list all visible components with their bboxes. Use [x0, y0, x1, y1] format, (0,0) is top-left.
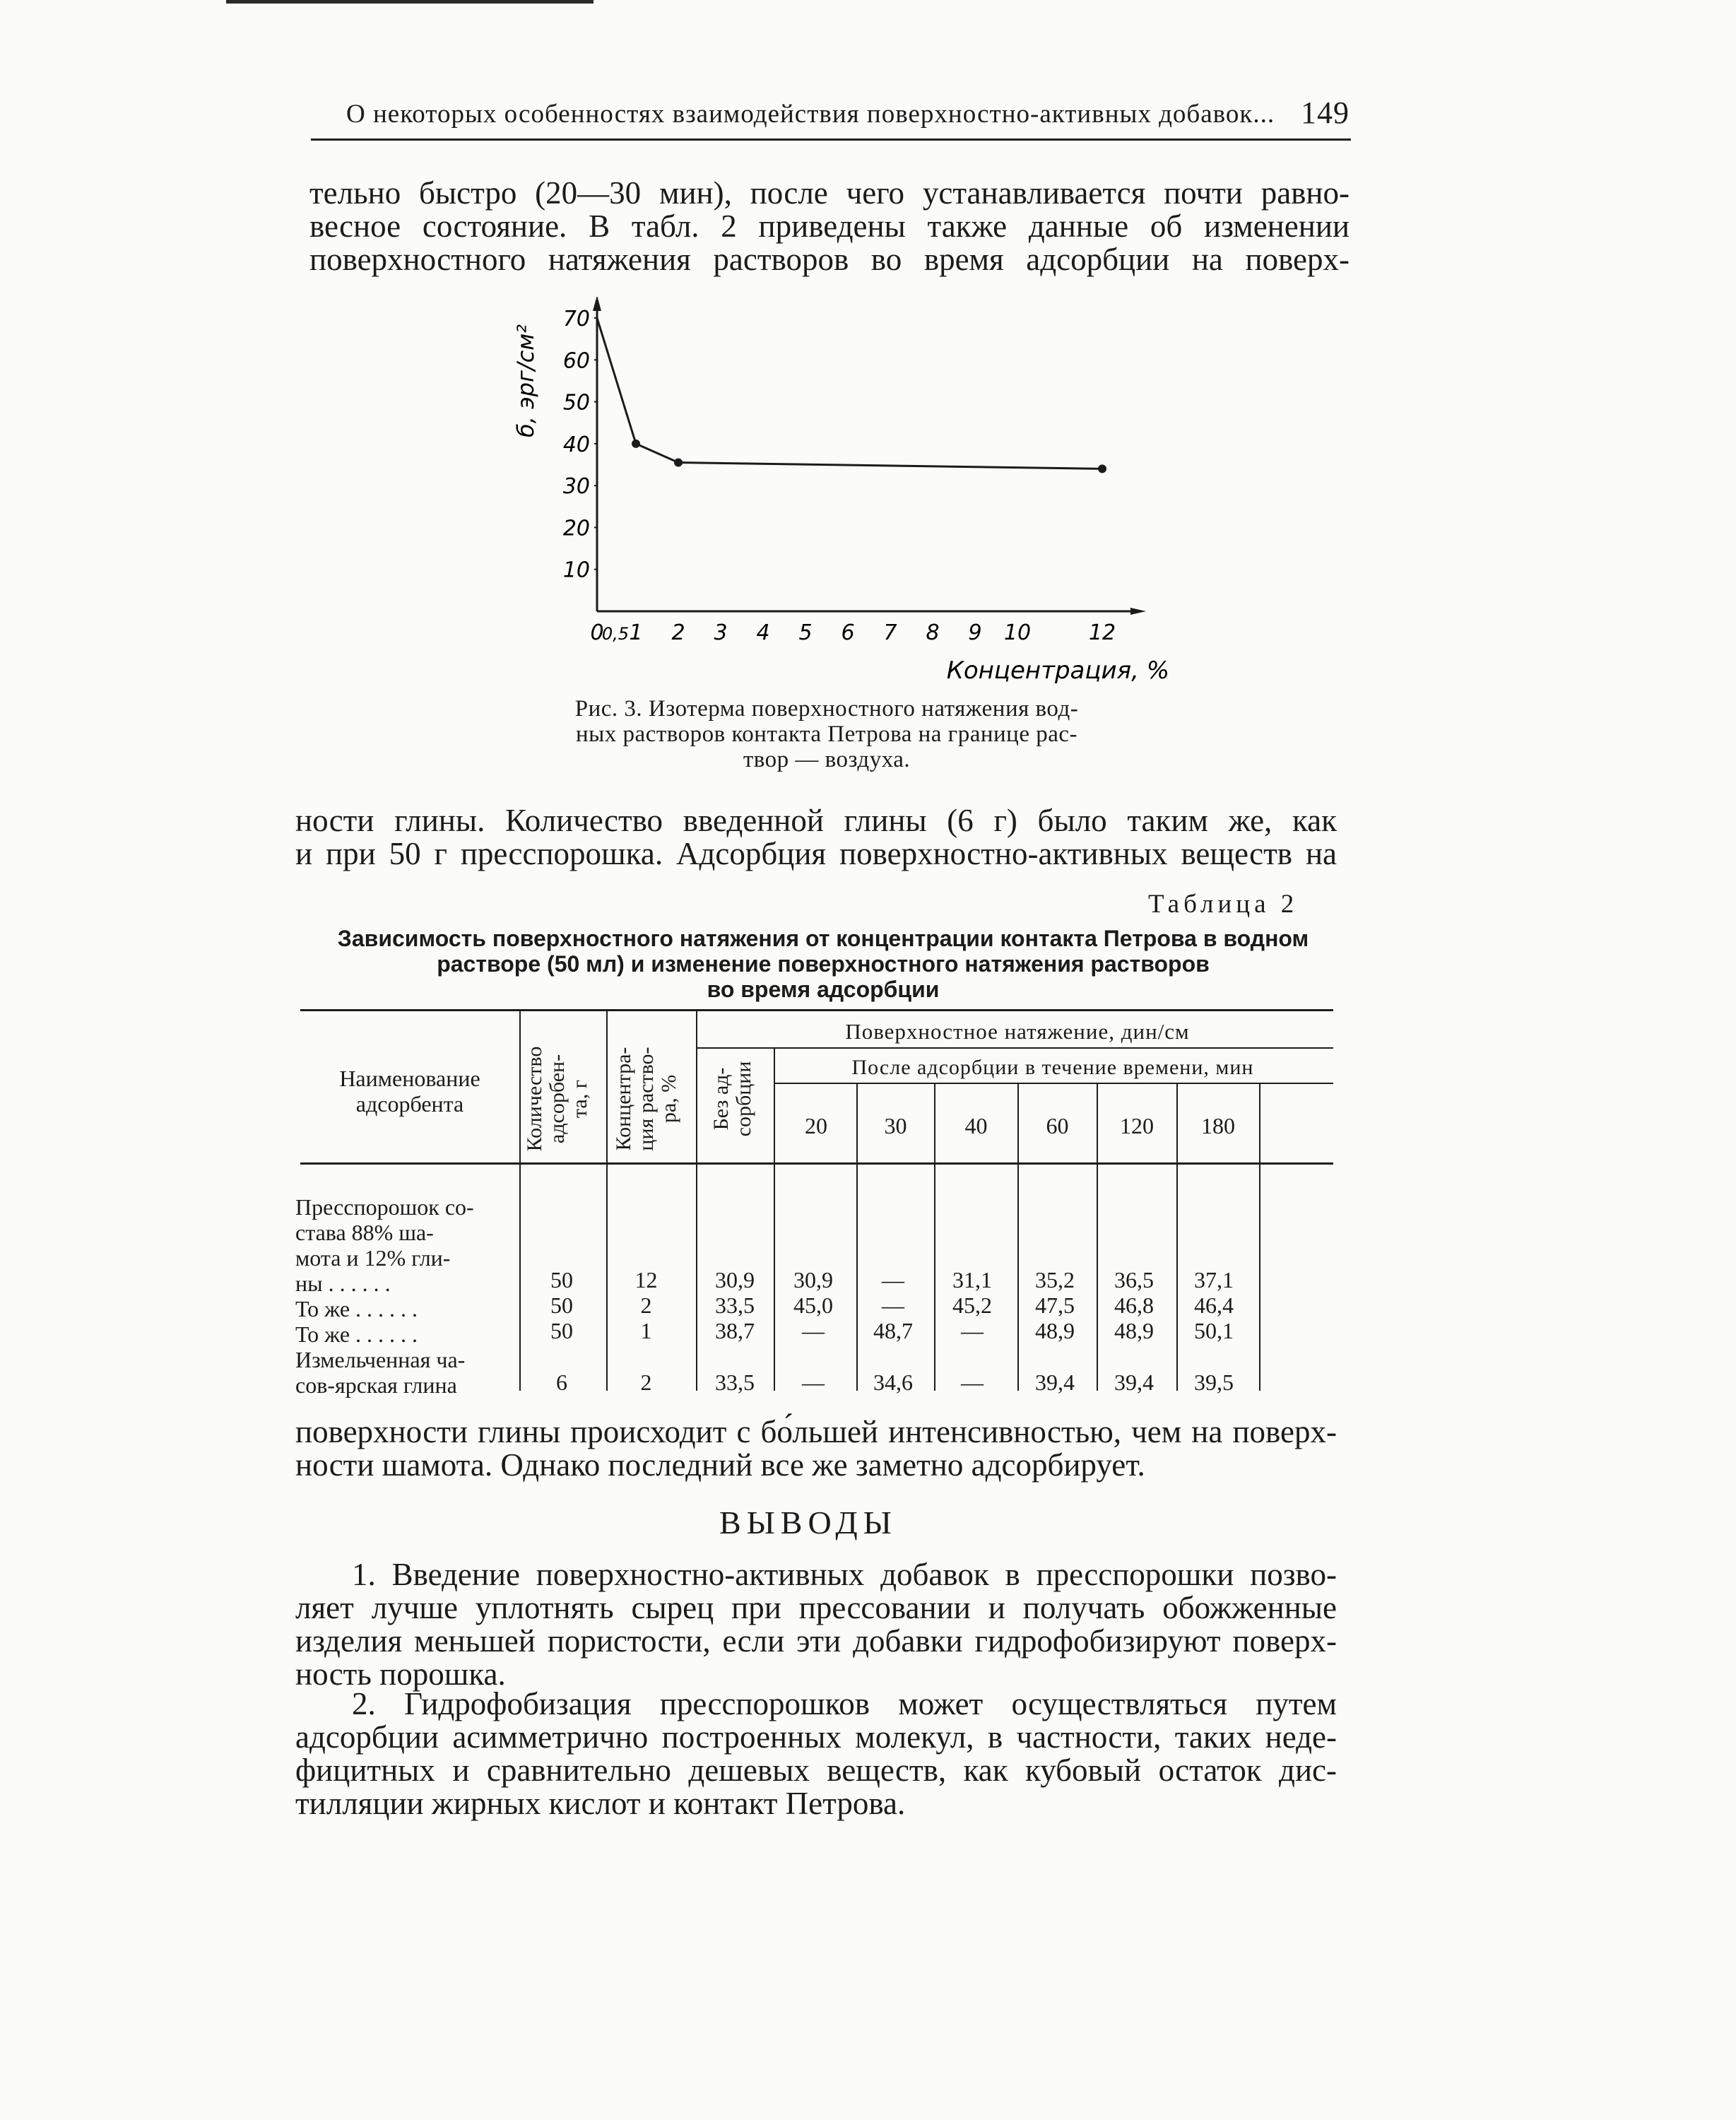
- table-cell: —: [802, 1318, 825, 1343]
- header-time-120: 120: [1120, 1113, 1154, 1138]
- table-cell: 39,5: [1194, 1370, 1234, 1395]
- y-tick-label: 20: [562, 516, 590, 541]
- header-noads-line: сорбции: [732, 1061, 755, 1137]
- header-surface-tension: Поверхностное натяжение, дин/см: [845, 1019, 1190, 1044]
- table-cell: 30,9: [715, 1267, 755, 1292]
- table-cell: 34,6: [873, 1370, 913, 1395]
- y-tick-label: 70: [562, 307, 590, 331]
- header-time-40: 40: [964, 1113, 988, 1138]
- conclusion-2: [295, 1688, 1337, 1820]
- header-time-60: 60: [1046, 1113, 1069, 1138]
- table-cell: 39,4: [1035, 1370, 1075, 1395]
- text-line: поверхностного натяжения растворов во время адсорбции на поверх-: [309, 242, 1350, 277]
- header-time-20: 20: [805, 1113, 827, 1138]
- table-cell: 2: [640, 1370, 652, 1395]
- conclusion-1: [295, 1558, 1337, 1691]
- text-line: 2. Гидрофобизация пресспорошков может осуществляться путем: [352, 1686, 1337, 1721]
- text-line: весное состояние. В табл. 2 приведены также данные об изменении: [309, 208, 1350, 244]
- table-title-line: во время адсорбции: [707, 977, 940, 1002]
- y-tick-label: 60: [562, 348, 590, 374]
- header-name-line: Наименование: [339, 1066, 480, 1091]
- table-cell: —: [961, 1370, 984, 1395]
- x-axis-label: Концентрация, %: [946, 656, 1169, 685]
- header-after-adsorption: После адсорбции в течение времени, мин: [851, 1056, 1254, 1079]
- table-cell: 2: [640, 1292, 652, 1318]
- text-line: 1. Введение поверхностно-активных добавок в пресспорошки позво-: [352, 1557, 1337, 1592]
- table-cell: 33,5: [715, 1292, 755, 1318]
- text-line: ности глины. Количество введенной глины (6 г) было таким же, как: [295, 803, 1337, 838]
- caption-line: Рис. 3. Изотерма поверхностного натяжения вод-: [574, 696, 1079, 722]
- row-name-line: става 88% ша-: [295, 1220, 434, 1245]
- table-cell: 30,9: [793, 1267, 833, 1292]
- table-cell: 45,2: [952, 1292, 992, 1318]
- table-cell: 6: [556, 1370, 567, 1395]
- x-tick-label: 0,5: [601, 624, 630, 644]
- y-tick-label: 40: [562, 432, 590, 457]
- text-line: тилляции жирных кислот и контакт Петрова.: [295, 1786, 906, 1821]
- table-cell: —: [882, 1292, 904, 1318]
- table-cell: 50: [550, 1292, 573, 1318]
- x-tick-label: 4: [756, 620, 770, 645]
- text-line: ность порошка.: [295, 1656, 506, 1692]
- y-axis-label: б, эрг/см²: [512, 324, 539, 437]
- text-line: тельно быстро (20—30 мин), после чего устанавливается почти равно-: [309, 175, 1350, 211]
- table-cell: 38,7: [715, 1318, 755, 1343]
- table-cell: 33,5: [715, 1370, 755, 1395]
- table-cell: 48,9: [1114, 1318, 1154, 1343]
- x-tick-label: 3: [714, 620, 728, 645]
- table-cell: 48,7: [873, 1318, 913, 1343]
- text-line: ности шамота. Однако последний все же заметно адсорбирует.: [295, 1447, 1145, 1483]
- table-cell: 39,4: [1114, 1370, 1154, 1395]
- caption-line: твор — воздуха.: [743, 747, 911, 772]
- text-line: ляет лучше уплотнять сырец при прессовании и получать обожженные: [295, 1590, 1337, 1625]
- table-cell: 50: [550, 1318, 573, 1343]
- header-name-line: адсорбента: [355, 1091, 464, 1117]
- table-cell: —: [882, 1267, 904, 1292]
- table-cell: 12: [634, 1267, 658, 1292]
- table-cell: —: [961, 1318, 984, 1343]
- x-tick-label: 0: [590, 620, 604, 645]
- text-line: адсорбции асимметрично построенных молекул, в частности, таких неде-: [295, 1719, 1337, 1755]
- x-tick-label: 5: [798, 620, 813, 645]
- table-cell: 1: [640, 1318, 652, 1343]
- table-cell: 46,4: [1194, 1292, 1234, 1318]
- conclusions-heading: ВЫВОДЫ: [719, 1504, 897, 1541]
- table-cell: 36,5: [1114, 1267, 1154, 1292]
- page-number: 149: [1301, 95, 1350, 130]
- x-tick-label: 9: [968, 620, 982, 645]
- table-cell: 48,9: [1035, 1318, 1075, 1343]
- text-line: фицитных и сравнительно дешевых веществ, как кубовый остаток дис-: [295, 1753, 1337, 1788]
- text-line: изделия меньшей пористости, если эти добавки гидрофобизируют поверх-: [295, 1623, 1337, 1659]
- header-conc-line: ра, %: [657, 1074, 680, 1124]
- table-cell: 50: [550, 1267, 573, 1292]
- text-line: поверхности глины происходит с бо́льшей интенсивностью, чем на поверх-: [295, 1414, 1337, 1449]
- x-tick-label: 2: [671, 620, 685, 645]
- header-name: [311, 1066, 509, 1117]
- x-tick-label: 10: [1003, 620, 1032, 645]
- table-cell: 37,1: [1194, 1267, 1234, 1292]
- row-name-line: ны . . . . . .: [295, 1271, 391, 1296]
- x-tick-label: 8: [926, 620, 940, 645]
- header-conc-line: ция раство-: [634, 1047, 658, 1151]
- table-cell: 50,1: [1194, 1318, 1234, 1343]
- table-title-line: Зависимость поверхностного натяжения от концентрации контакта Петрова в водном: [337, 926, 1309, 951]
- table-title-line: растворе (50 мл) и изменение поверхностного натяжения растворов: [437, 951, 1210, 977]
- caption-line: ных растворов контакта Петрова на границе рас-: [575, 722, 1078, 747]
- row-name-line: Пресспорошок со-: [295, 1194, 474, 1220]
- row-name-line: сов-ярская глина: [295, 1372, 457, 1398]
- table-label: Таблица 2: [1148, 890, 1299, 919]
- row-name-column: [295, 1194, 514, 1398]
- header-time-180: 180: [1201, 1113, 1235, 1138]
- paragraph-3: [295, 1415, 1337, 1482]
- text-line: и при 50 г пресспорошка. Адсорбция поверхностно-активных веществ на: [295, 836, 1337, 871]
- header-no-adsorption: [710, 1042, 760, 1155]
- header-amount-line: та, г: [568, 1079, 591, 1119]
- x-tick-label: 12: [1088, 620, 1116, 645]
- table-cell: 35,2: [1035, 1267, 1075, 1292]
- table-cell: 47,5: [1035, 1292, 1075, 1318]
- y-tick-label: 50: [562, 390, 590, 416]
- header-concentration: [613, 1021, 690, 1177]
- running-title: О некоторых особенностях взаимодействия поверхностно-активных добавок...: [346, 100, 1275, 129]
- header-time-30: 30: [884, 1113, 907, 1138]
- table-cell: —: [802, 1370, 825, 1395]
- table-cell: 31,1: [952, 1267, 992, 1292]
- row-name-line: Измельченная ча-: [295, 1347, 466, 1372]
- x-tick-label: 6: [841, 620, 855, 645]
- y-tick-label: 30: [562, 474, 590, 500]
- header-amount-line: Количество: [523, 1046, 546, 1152]
- header-amount-line: адсорбен-: [545, 1054, 569, 1144]
- x-tick-label: 7: [883, 620, 897, 645]
- table-cell: 46,8: [1114, 1292, 1154, 1318]
- row-name-line: мота и 12% гли-: [295, 1245, 451, 1271]
- x-tick-label: 1: [629, 620, 643, 645]
- header-amount: [524, 1021, 601, 1177]
- row-name-line: То же . . . . . .: [295, 1321, 418, 1347]
- header-conc-line: Концентра-: [612, 1047, 635, 1151]
- y-tick-label: 10: [562, 558, 590, 583]
- row-name-line: То же . . . . . .: [295, 1296, 418, 1321]
- header-noads-line: Без ад-: [709, 1067, 733, 1131]
- table-cell: 45,0: [793, 1292, 833, 1318]
